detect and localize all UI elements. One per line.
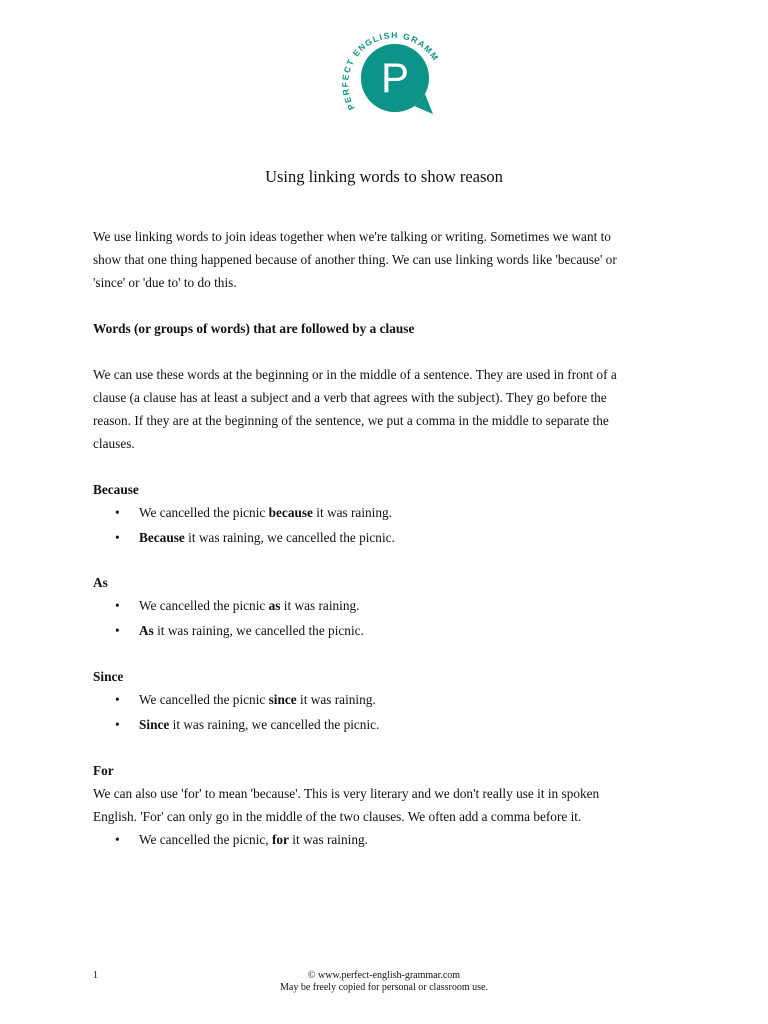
section-heading: Words (or groups of words) that are followed by a clause	[93, 321, 415, 336]
footer-copyright-link[interactable]: © www.perfect-english-grammar.com	[307, 970, 461, 981]
footer	[0, 970, 768, 994]
examples-as	[93, 594, 673, 643]
footer-notice: May be freely copied for personal or classroom use.	[280, 982, 488, 993]
list-item: • Since it was raining, we cancelled the picnic.	[93, 713, 673, 738]
section-line: clauses.	[93, 436, 135, 451]
for-line: We can also use 'for' to mean 'because'. This is very literary and we don't really use it in spoken	[93, 786, 600, 801]
logo-graphic	[335, 18, 445, 122]
examples-since	[93, 688, 673, 737]
list-item: • As it was raining, we cancelled the picnic.	[93, 619, 673, 644]
list-item: • We cancelled the picnic, for it was raining.	[93, 828, 673, 853]
subheading-since: Since	[93, 669, 124, 684]
logo-letter: P	[380, 54, 410, 101]
intro-line: We use linking words to join ideas together when we're talking or writing. Sometimes we want to	[93, 229, 611, 244]
section-line: clause (a clause has at least a subject and a verb that agrees with the subject). They go before the	[93, 390, 607, 405]
list-item: • We cancelled the picnic as it was raining.	[93, 594, 673, 619]
section-line: reason. If they are at the beginning of the sentence, we put a comma in the middle to separate the	[93, 413, 609, 428]
brand-logo	[335, 18, 445, 122]
section-line: We can use these words at the beginning or in the middle of a sentence. They are used in front of a	[93, 367, 617, 382]
subheading-because: Because	[93, 482, 139, 497]
list-item: • Because it was raining, we cancelled the picnic.	[93, 526, 673, 551]
document-body	[93, 225, 673, 853]
examples-for	[93, 828, 673, 853]
intro-line: 'since' or 'due to' to do this.	[93, 275, 237, 290]
list-item: • We cancelled the picnic because it was raining.	[93, 501, 673, 526]
intro-line: show that one thing happened because of another thing. We can use linking words like 'because' or	[93, 252, 617, 267]
list-item: • We cancelled the picnic since it was raining.	[93, 688, 673, 713]
examples-because	[93, 501, 673, 550]
page-number: 1	[93, 970, 98, 981]
page-title: Using linking words to show reason	[265, 167, 503, 186]
subheading-for: For	[93, 763, 114, 778]
for-line: English. 'For' can only go in the middle of the two clauses. We often add a comma before it.	[93, 809, 582, 824]
logo-ring-text: PERFECT ENGLISH GRAMM	[340, 30, 442, 112]
subheading-as: As	[93, 575, 108, 590]
